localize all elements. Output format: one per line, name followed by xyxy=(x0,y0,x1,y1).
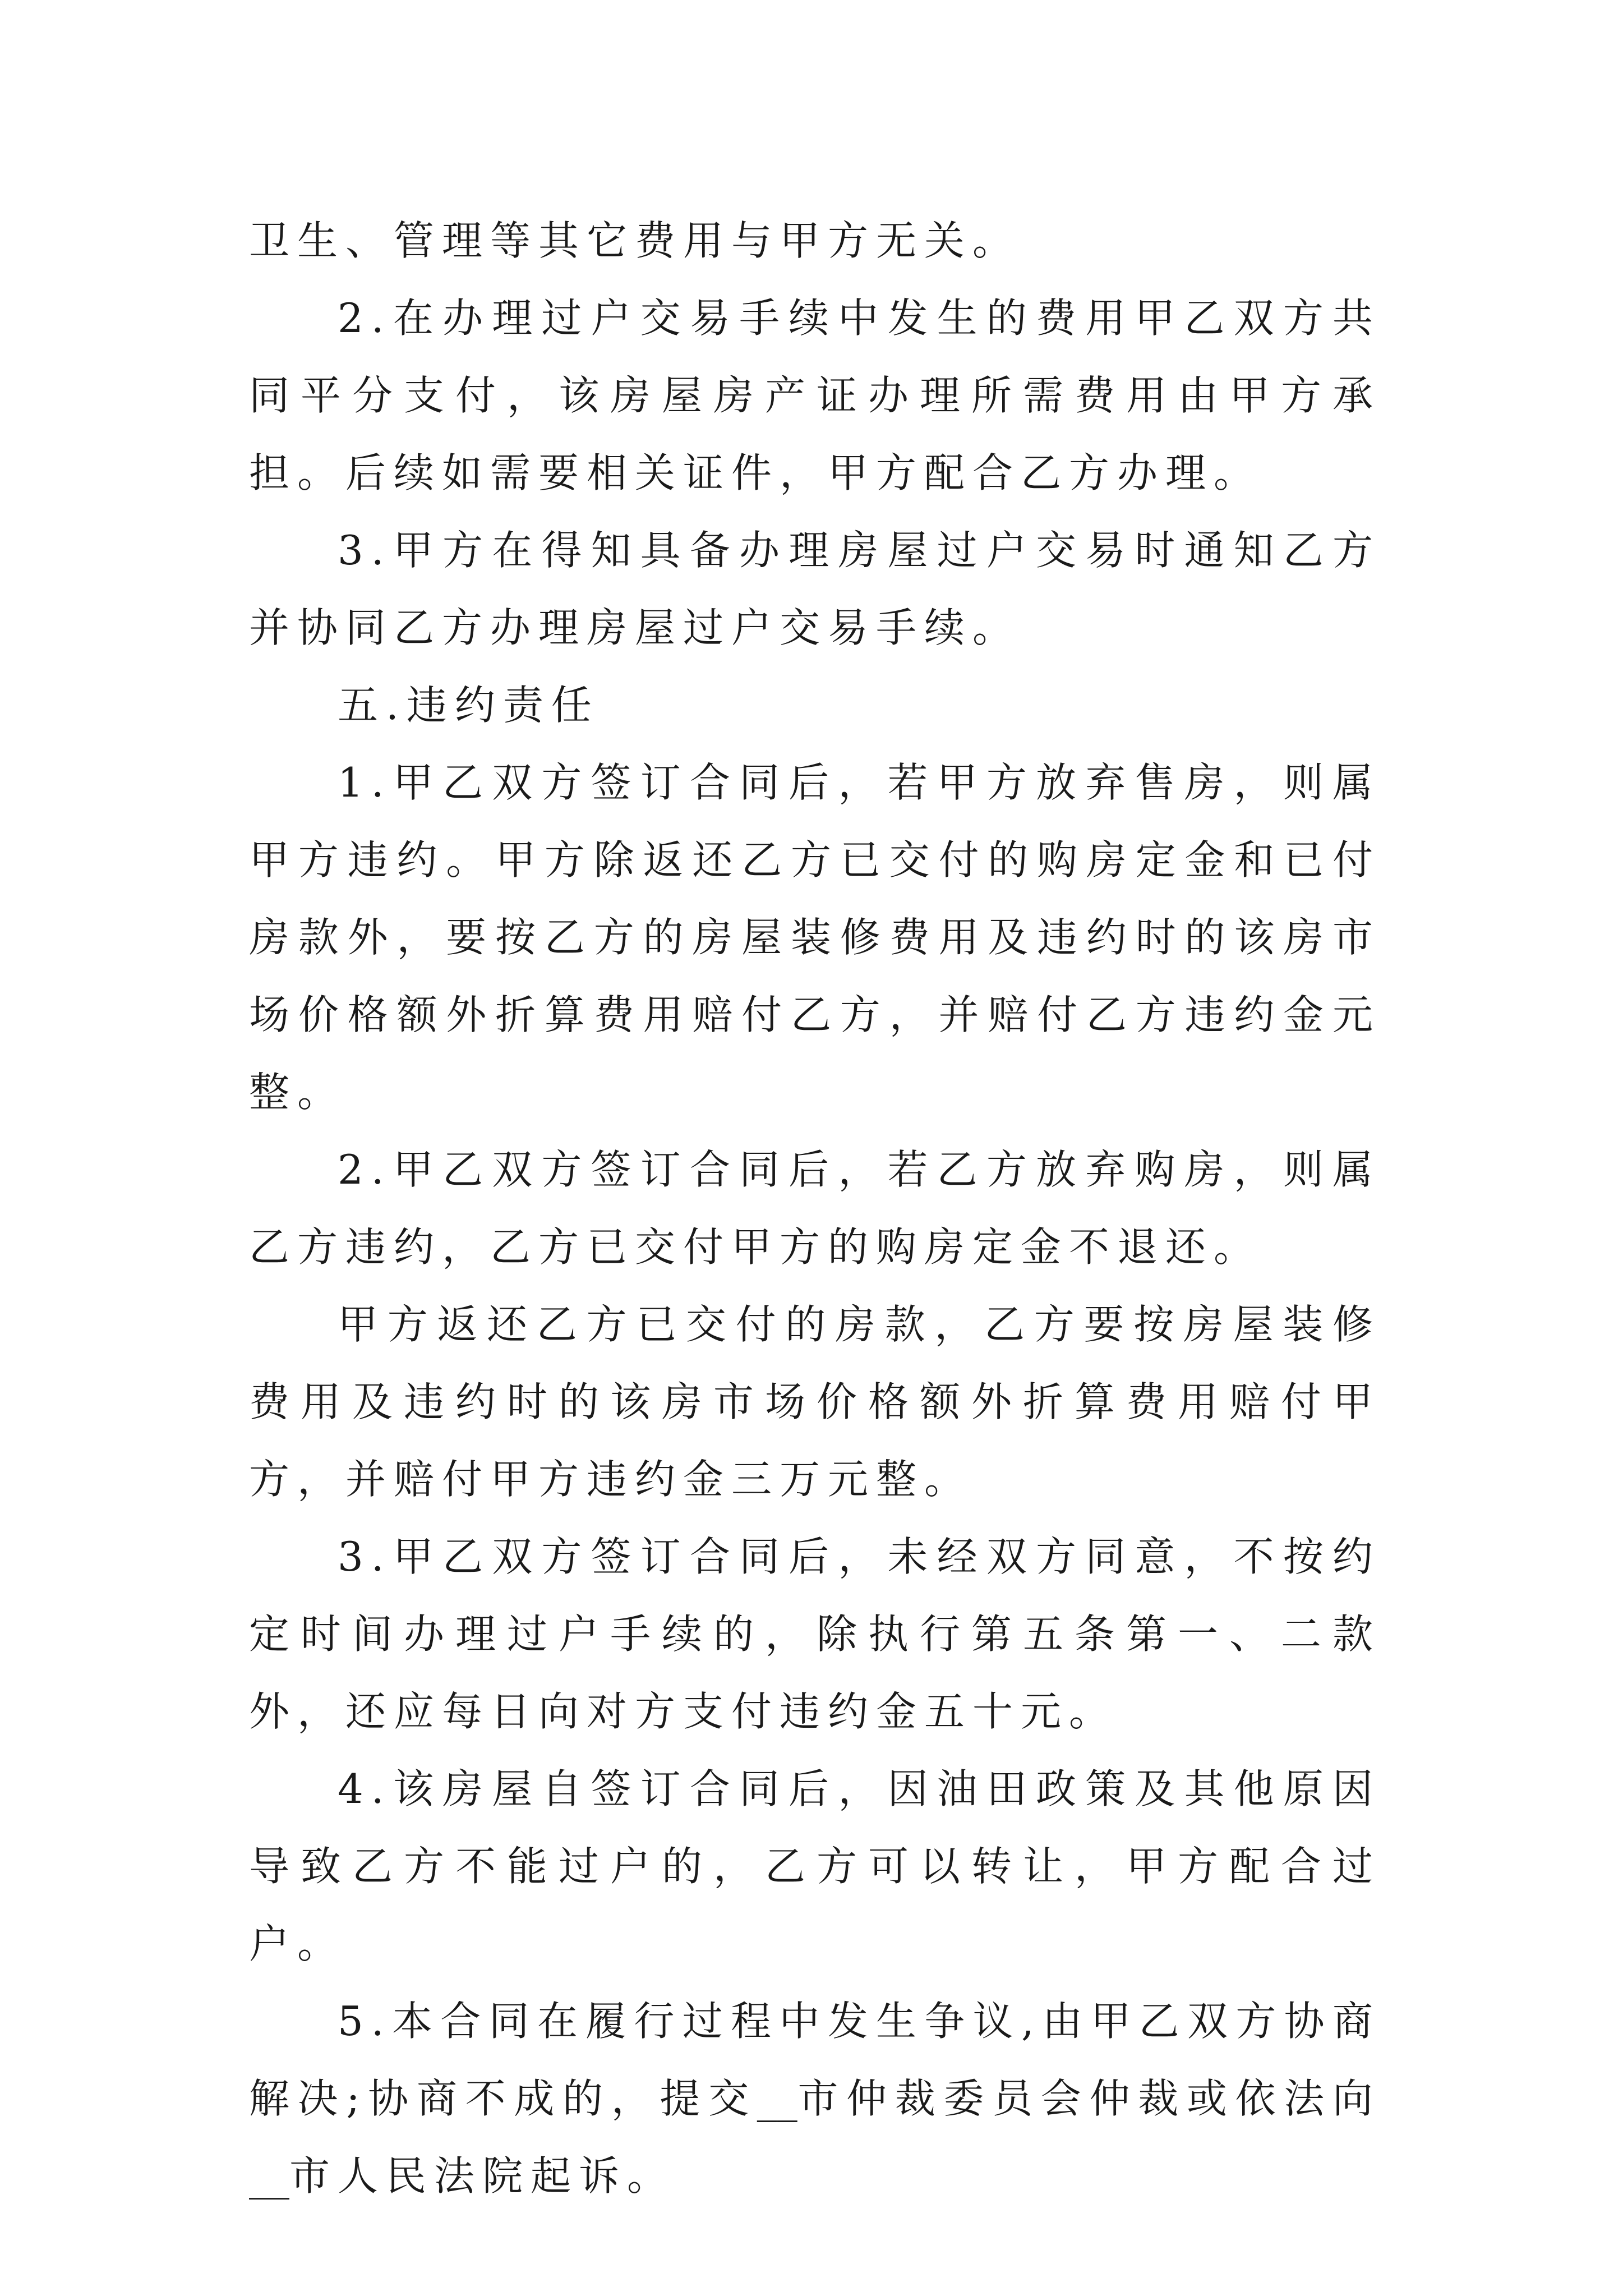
paragraph-clause-4-2: 2.在办理过户交易手续中发生的费用甲乙双方共同平分支付，该房屋房产证办理所需费用由甲方承担。后续如需要相关证件，甲方配合乙方办理。 xyxy=(249,295,1381,496)
court-city-blank: __ xyxy=(249,2152,289,2200)
paragraph-clause-5-2: 2.甲乙双方签订合同后，若乙方放弃购房，则属乙方违约，乙方已交付甲方的购房定金不退还。 xyxy=(249,1146,1381,1271)
paragraph-clause-5-2-continued: 甲方返还乙方已交付的房款，乙方要按房屋装修费用及违约时的该房市场价格额外折算费用赔付甲方，并赔付甲方违约金三万元整。 xyxy=(249,1301,1381,1503)
clause-5-5-text-part1: 5.本合同在履行过程中发生争议,由甲乙双方协商解决;协商不成的，提交 xyxy=(249,1998,1381,2122)
arbitration-city-blank: __ xyxy=(757,2075,797,2122)
paragraph-clause-5-3: 3.甲乙双方签订合同后，未经双方同意，不按约定时间办理过户手续的，除执行第五条第一、二款外，还应每日向对方支付违约金五十元。 xyxy=(249,1533,1381,1735)
clause-5-5-text-part2: 市仲裁委员会仲裁或依法向 xyxy=(797,2075,1381,2122)
section-heading-breach-liability: 五.违约责任 xyxy=(338,682,600,729)
paragraph-clause-5-4: 4.该房屋自签订合同后，因油田政策及其他原因导致乙方不能过户的，乙方可以转让，甲方配合过户。 xyxy=(249,1765,1381,1967)
paragraph-continuation: 卫生、管理等其它费用与甲方无关。 xyxy=(249,217,1021,264)
contract-body xyxy=(249,202,1381,2215)
paragraph-clause-5-5 xyxy=(249,1982,1381,2215)
paragraph-clause-5-1: 1.甲乙双方签订合同后，若甲方放弃售房，则属甲方违约。甲方除返还乙方已交付的购房定金和已付房款外，要按乙方的房屋装修费用及违约时的该房市场价格额外折算费用赔付乙方，并赔付乙方违约金元整。 xyxy=(249,759,1381,1116)
paragraph-clause-4-3: 3.甲方在得知具备办理房屋过户交易时通知乙方并协同乙方办理房屋过户交易手续。 xyxy=(249,527,1381,651)
clause-5-5-text-part3: 市人民法院起诉。 xyxy=(289,2152,676,2200)
